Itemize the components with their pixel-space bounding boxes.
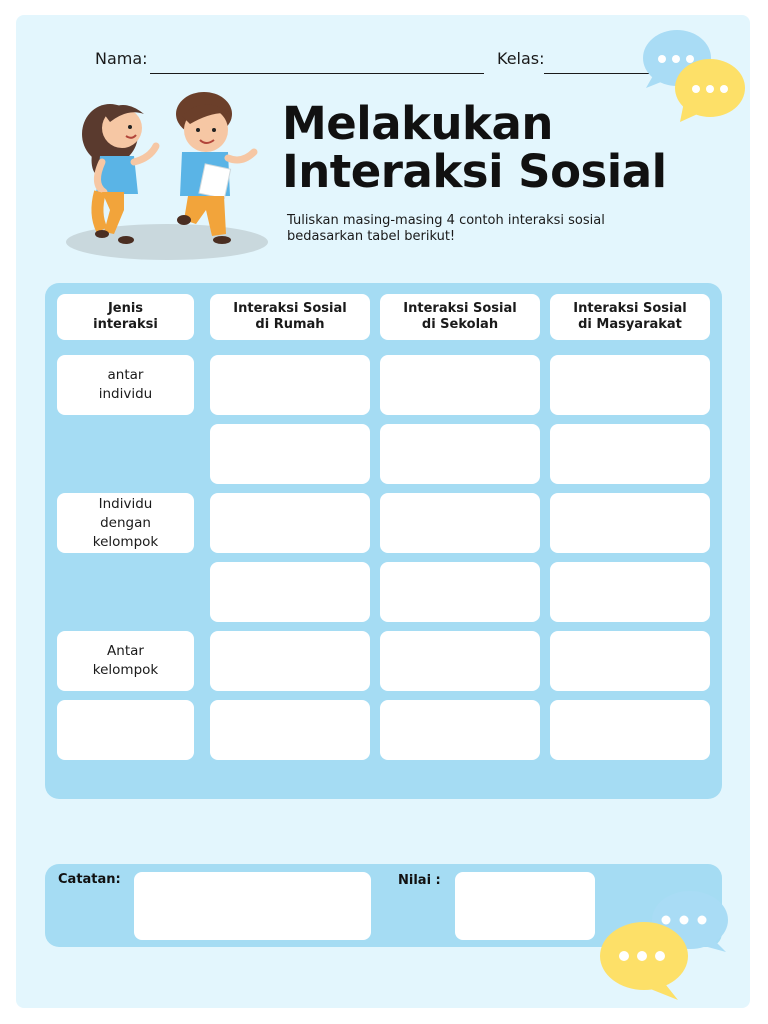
instruction-text: Tuliskan masing-masing 4 contoh interaksi sosial bedasarkan tabel berikut! — [287, 213, 605, 244]
notes-box[interactable] — [134, 872, 371, 940]
answer-cell[interactable] — [380, 631, 540, 691]
answer-cell[interactable] — [550, 562, 710, 622]
answer-cell[interactable] — [210, 562, 370, 622]
header-di-rumah: Interaksi Sosial di Rumah — [210, 294, 370, 340]
answer-cell[interactable] — [380, 355, 540, 415]
row-label-individu-kelompok: Individu dengan kelompok — [57, 493, 194, 553]
score-box[interactable] — [455, 872, 595, 940]
answer-cell[interactable] — [210, 493, 370, 553]
answer-cell[interactable] — [550, 493, 710, 553]
answer-cell[interactable] — [550, 424, 710, 484]
chat-bubble-yellow-icon — [598, 918, 692, 1002]
answer-cell[interactable] — [380, 493, 540, 553]
header-jenis-interaksi: Jenis interaksi — [57, 294, 194, 340]
answer-cell[interactable] — [210, 700, 370, 760]
answer-cell[interactable] — [210, 424, 370, 484]
page-title: Melakukan Interaksi Sosial — [282, 97, 667, 198]
row-label-antar-individu: antar individu — [57, 355, 194, 415]
header-di-sekolah: Interaksi Sosial di Sekolah — [380, 294, 540, 340]
name-field-line[interactable] — [150, 73, 484, 74]
answer-cell[interactable] — [380, 562, 540, 622]
answer-cell[interactable] — [550, 700, 710, 760]
notes-label: Catatan: — [58, 872, 121, 887]
chat-bubble-yellow-icon — [672, 56, 748, 124]
row-label-empty[interactable] — [57, 700, 194, 760]
class-field-line[interactable] — [544, 73, 650, 74]
score-label: Nilai : — [398, 873, 441, 888]
answer-cell[interactable] — [380, 424, 540, 484]
answer-cell[interactable] — [210, 355, 370, 415]
children-illustration — [64, 84, 274, 264]
row-label-antar-kelompok: Antar kelompok — [57, 631, 194, 691]
class-label: Kelas: — [497, 49, 545, 68]
answer-cell[interactable] — [550, 631, 710, 691]
answer-cell[interactable] — [210, 631, 370, 691]
answer-cell[interactable] — [380, 700, 540, 760]
answer-cell[interactable] — [550, 355, 710, 415]
name-label: Nama: — [95, 49, 148, 68]
header-di-masyarakat: Interaksi Sosial di Masyarakat — [550, 294, 710, 340]
